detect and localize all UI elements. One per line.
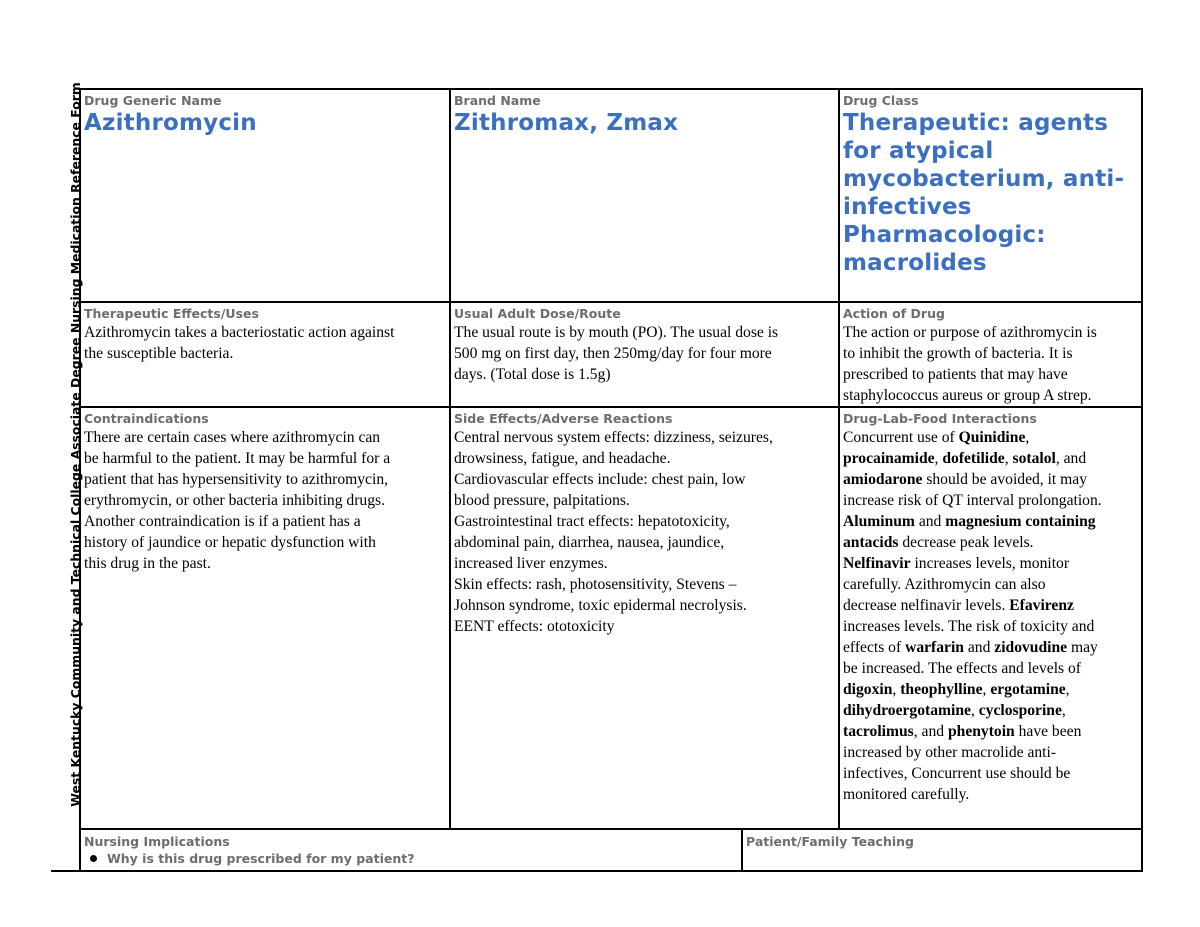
text-line: be increased. The effects and levels of bbox=[843, 660, 1081, 677]
text-line: increase risk of QT interval prolongation. bbox=[843, 492, 1102, 509]
nursing-implications-label: Nursing Implications bbox=[84, 834, 230, 849]
adult-dose-label: Usual Adult Dose/Route bbox=[454, 306, 621, 321]
text-line: monitored carefully. bbox=[843, 786, 970, 803]
text-line: be harmful to the patient. It may be harmful for a bbox=[84, 450, 391, 467]
drug-action-text bbox=[843, 322, 1139, 406]
nursing-implications-cell bbox=[81, 830, 741, 872]
text-line: There are certain cases where azithromycin can bbox=[84, 429, 381, 446]
text-line: abdominal pain, diarrhea, nausea, jaundice, bbox=[454, 534, 725, 551]
text-line: EENT effects: ototoxicity bbox=[454, 618, 615, 635]
drug-action-label: Action of Drug bbox=[843, 306, 945, 321]
generic-name-cell bbox=[81, 90, 449, 301]
text-line: dihydroergotamine, cyclosporine, bbox=[843, 702, 1066, 719]
text-line: prescribed to patients that may have bbox=[843, 366, 1068, 383]
text-line: amiodarone should be avoided, it may bbox=[843, 471, 1087, 488]
text-line: digoxin, theophylline, ergotamine, bbox=[843, 681, 1070, 698]
text-line: patient that has hypersensitivity to azithromycin, bbox=[84, 471, 389, 488]
text-line: history of jaundice or hepatic dysfunction with bbox=[84, 534, 376, 551]
drug-class-line: macrolides bbox=[843, 250, 987, 276]
contraindications-cell bbox=[81, 406, 449, 828]
adult-dose-cell bbox=[449, 301, 838, 406]
text-line: Aluminum and magnesium containing bbox=[843, 513, 1096, 530]
text-line: 500 mg on first day, then 250mg/day for four more bbox=[454, 345, 772, 362]
medication-reference-table bbox=[79, 88, 1143, 830]
text-line: increased by other macrolide anti- bbox=[843, 744, 1057, 761]
text-line: antacids decrease peak levels. bbox=[843, 534, 1034, 551]
text-line: decrease nelfinavir levels. Efavirenz bbox=[843, 597, 1074, 614]
drug-class-line: for atypical bbox=[843, 138, 994, 164]
brand-name-value: Zithromax, Zmax bbox=[454, 110, 679, 136]
contraindications-label: Contraindications bbox=[84, 411, 209, 426]
drug-class-line: Pharmacologic: bbox=[843, 222, 1046, 248]
therapeutic-effects-label: Therapeutic Effects/Uses bbox=[84, 306, 259, 321]
side-effects-label: Side Effects/Adverse Reactions bbox=[454, 411, 673, 426]
text-line: this drug in the past. bbox=[84, 555, 211, 572]
nursing-question-item bbox=[84, 850, 739, 868]
interactions-cell bbox=[838, 406, 1141, 828]
drug-class-line: infectives bbox=[843, 194, 972, 220]
text-line: staphylococcus aureus or group A strep. bbox=[843, 387, 1092, 404]
side-effects-cell bbox=[449, 406, 838, 828]
text-line: tacrolimus, and phenytoin have been bbox=[843, 723, 1082, 740]
text-line: Central nervous system effects: dizziness, seizures, bbox=[454, 429, 773, 446]
drug-action-cell bbox=[838, 301, 1141, 406]
adult-dose-text bbox=[454, 322, 836, 385]
therapeutic-effects-text bbox=[84, 322, 447, 364]
text-line: Nelfinavir increases levels, monitor bbox=[843, 555, 1070, 572]
text-line: Azithromycin takes a bacteriostatic action against bbox=[84, 324, 395, 341]
therapeutic-effects-cell bbox=[81, 301, 449, 406]
form-title-text: West Kentucky Community and Technical College Associate Degree Nursing Medication Reference Form bbox=[67, 81, 83, 807]
text-line: Concurrent use of Quinidine, bbox=[843, 429, 1030, 446]
drug-class-cell bbox=[838, 90, 1141, 301]
generic-name-label: Drug Generic Name bbox=[84, 93, 222, 108]
drug-class-label: Drug Class bbox=[843, 93, 919, 108]
text-line: The action or purpose of azithromycin is bbox=[843, 324, 1097, 341]
text-line: drowsiness, fatigue, and headache. bbox=[454, 450, 671, 467]
text-line: Johnson syndrome, toxic epidermal necrolysis. bbox=[454, 597, 747, 614]
text-line: to inhibit the growth of bacteria. It is bbox=[843, 345, 1073, 362]
text-line: Another contraindication is if a patient has a bbox=[84, 513, 361, 530]
text-line: the susceptible bacteria. bbox=[84, 345, 234, 362]
brand-name-label: Brand Name bbox=[454, 93, 541, 108]
text-line: effects of warfarin and zidovudine may bbox=[843, 639, 1098, 656]
drug-class-line: Therapeutic: agents bbox=[843, 110, 1109, 136]
text-line: carefully. Azithromycin can also bbox=[843, 576, 1046, 593]
text-line: Gastrointestinal tract effects: hepatotoxicity, bbox=[454, 513, 730, 530]
text-line: increased liver enzymes. bbox=[454, 555, 608, 572]
text-line: days. (Total dose is 1.5g) bbox=[454, 366, 611, 383]
interactions-label: Drug-Lab-Food Interactions bbox=[843, 411, 1037, 426]
patient-teaching-cell bbox=[741, 830, 1141, 872]
interactions-text bbox=[843, 427, 1139, 805]
generic-name-value: Azithromycin bbox=[84, 110, 257, 136]
text-line: increases levels. The risk of toxicity and bbox=[843, 618, 1095, 635]
contraindications-text bbox=[84, 427, 447, 574]
drug-class-value bbox=[843, 109, 1139, 277]
text-line: erythromycin, or other bacteria inhibiting drugs. bbox=[84, 492, 385, 509]
text-line: The usual route is by mouth (PO). The usual dose is bbox=[454, 324, 779, 341]
bullet-icon bbox=[90, 855, 97, 862]
drug-class-line: mycobacterium, anti- bbox=[843, 166, 1125, 192]
side-effects-text bbox=[454, 427, 836, 637]
page-baseline-rule bbox=[51, 870, 1143, 872]
nursing-question-text: Why is this drug prescribed for my patient? bbox=[107, 851, 415, 866]
text-line: blood pressure, palpitations. bbox=[454, 492, 630, 509]
brand-name-cell bbox=[449, 90, 838, 301]
bottom-section bbox=[79, 828, 1143, 872]
text-line: Cardiovascular effects include: chest pain, low bbox=[454, 471, 746, 488]
text-line: Skin effects: rash, photosensitivity, Stevens – bbox=[454, 576, 737, 593]
text-line: procainamide, dofetilide, sotalol, and bbox=[843, 450, 1087, 467]
text-line: infectives, Concurrent use should be bbox=[843, 765, 1071, 782]
patient-teaching-label: Patient/Family Teaching bbox=[746, 834, 914, 849]
